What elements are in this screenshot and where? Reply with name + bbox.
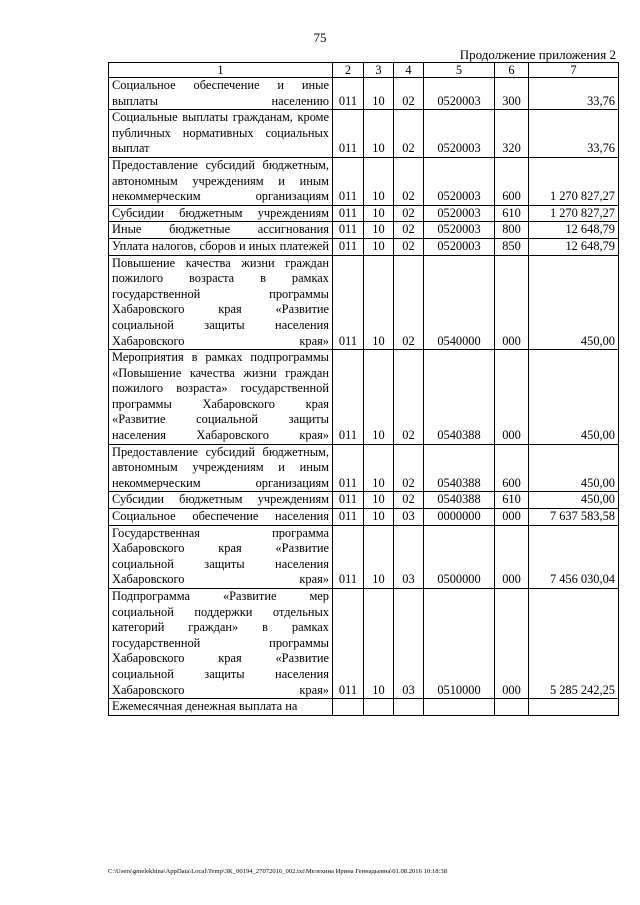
col-5-cell: 0520003: [424, 157, 495, 205]
col-6-cell: 850: [495, 238, 529, 255]
table-row: [109, 205, 619, 222]
col-4-cell: 02: [394, 205, 424, 222]
row-name: Подпрограмма «Развитие мер социальной поддержки отдельных категорий граждан» в рамках государственной программы Хабаровского края «Развитие социальной защиты населения Хабаровского края»: [109, 589, 333, 699]
col-6-cell: 800: [495, 222, 529, 239]
row-name: Ежемесячная денежная выплата на: [109, 699, 333, 716]
row-name: Социальные выплаты гражданам, кроме публичных нормативных социальных выплат: [109, 110, 333, 158]
col-5-cell: 0540000: [424, 255, 495, 350]
col-2-cell: 011: [333, 589, 364, 699]
col-2-cell: 011: [333, 78, 364, 110]
column-header: 1: [109, 63, 333, 78]
col-3-cell: 10: [364, 589, 394, 699]
col-7-amount: 5 285 242,25: [529, 589, 619, 699]
col-7-amount: 33,76: [529, 110, 619, 158]
col-6-cell: 610: [495, 205, 529, 222]
col-3-cell: 10: [364, 492, 394, 509]
column-header: 5: [424, 63, 495, 78]
column-header: 2: [333, 63, 364, 78]
col-7-amount: 12 648,79: [529, 238, 619, 255]
col-3-cell: 10: [364, 444, 394, 492]
col-6-cell: 000: [495, 525, 529, 588]
col-3-cell: 10: [364, 157, 394, 205]
row-name: Уплата налогов, сборов и иных платежей: [109, 238, 333, 255]
col-4-cell: 03: [394, 589, 424, 699]
row-name: Субсидии бюджетным учреждениям: [109, 492, 333, 509]
row-name: Социальное обеспечение и иные выплаты населению: [109, 78, 333, 110]
col-6-cell: 000: [495, 509, 529, 526]
col-2-cell: 011: [333, 205, 364, 222]
col-5-cell: 0520003: [424, 205, 495, 222]
col-4-cell: 03: [394, 509, 424, 526]
col-2-cell: 011: [333, 255, 364, 350]
row-name: Мероприятия в рамках подпрограммы «Повышение качества жизни граждан пожилого возраста» государственной программы Хабаровского края «Развитие социальной защиты населения Хабаровского края»: [109, 350, 333, 445]
col-2-cell: 011: [333, 222, 364, 239]
col-5-cell: 0520003: [424, 238, 495, 255]
col-5-cell: 0500000: [424, 525, 495, 588]
col-4-cell: 02: [394, 78, 424, 110]
col-2-cell: 011: [333, 492, 364, 509]
col-3-cell: 10: [364, 350, 394, 445]
col-7-amount: 1 270 827,27: [529, 205, 619, 222]
col-3-cell: 10: [364, 238, 394, 255]
col-2-cell: 011: [333, 509, 364, 526]
table-row: [109, 222, 619, 239]
row-name: Субсидии бюджетным учреждениям: [109, 205, 333, 222]
col-3-cell: 10: [364, 205, 394, 222]
col-2-cell: 011: [333, 238, 364, 255]
table-row: [109, 157, 619, 205]
column-header: 7: [529, 63, 619, 78]
col-4-cell: 02: [394, 110, 424, 158]
col-7-amount: 1 270 827,27: [529, 157, 619, 205]
col-2-cell: 011: [333, 157, 364, 205]
col-4-cell: 03: [394, 525, 424, 588]
col-7-amount: 7 456 030,04: [529, 525, 619, 588]
col-5-cell: [424, 699, 495, 716]
row-name: Социальное обеспечение населения: [109, 509, 333, 526]
col-5-cell: 0540388: [424, 492, 495, 509]
col-4-cell: 02: [394, 157, 424, 205]
table-row: [109, 110, 619, 158]
row-name: Иные бюджетные ассигнования: [109, 222, 333, 239]
col-6-cell: 000: [495, 589, 529, 699]
row-name: Государственная программа Хабаровского края «Развитие социальной защиты населения Хабаровского края»: [109, 525, 333, 588]
table-row: [109, 492, 619, 509]
col-4-cell: 02: [394, 492, 424, 509]
col-7-amount: 450,00: [529, 255, 619, 350]
table-row: [109, 78, 619, 110]
col-7-amount: [529, 699, 619, 716]
col-6-cell: 000: [495, 350, 529, 445]
row-name: Предоставление субсидий бюджетным, автономным учреждениям и иным некоммерческим организациям: [109, 444, 333, 492]
table-row: [109, 444, 619, 492]
table-row: [109, 589, 619, 699]
col-6-cell: 610: [495, 492, 529, 509]
col-3-cell: [364, 699, 394, 716]
col-2-cell: 011: [333, 525, 364, 588]
table-row: [109, 509, 619, 526]
table-row: [109, 238, 619, 255]
column-header: 6: [495, 63, 529, 78]
col-7-amount: 12 648,79: [529, 222, 619, 239]
col-5-cell: 0510000: [424, 589, 495, 699]
col-5-cell: 0540388: [424, 350, 495, 445]
budget-table: [108, 62, 619, 716]
col-5-cell: 0540388: [424, 444, 495, 492]
col-5-cell: 0520003: [424, 222, 495, 239]
col-5-cell: 0520003: [424, 78, 495, 110]
col-6-cell: [495, 699, 529, 716]
col-3-cell: 10: [364, 110, 394, 158]
col-7-amount: 33,76: [529, 78, 619, 110]
footer-file-path: C:\Users\gmelekhina\AppData\Local\Temp\3K_00194_27072016_002.txt\Мелехина Ирина Геннадьевна\01.08.2016 10:18:38: [108, 868, 447, 875]
table-row: [109, 699, 619, 716]
col-2-cell: 011: [333, 444, 364, 492]
col-4-cell: 02: [394, 238, 424, 255]
col-6-cell: 600: [495, 157, 529, 205]
col-2-cell: 011: [333, 350, 364, 445]
col-6-cell: 320: [495, 110, 529, 158]
col-6-cell: 300: [495, 78, 529, 110]
header-row: [109, 63, 619, 78]
table-row: [109, 525, 619, 588]
col-7-amount: 7 637 583,58: [529, 509, 619, 526]
column-header: 3: [364, 63, 394, 78]
row-name: Предоставление субсидий бюджетным, автономным учреждениям и иным некоммерческим организациям: [109, 157, 333, 205]
col-4-cell: 02: [394, 350, 424, 445]
col-3-cell: 10: [364, 222, 394, 239]
col-2-cell: 011: [333, 110, 364, 158]
col-5-cell: 0000000: [424, 509, 495, 526]
continuation-title: Продолжение приложения 2: [459, 47, 616, 62]
page-number: 75: [313, 30, 327, 45]
col-7-amount: 450,00: [529, 492, 619, 509]
col-4-cell: 02: [394, 444, 424, 492]
col-6-cell: 600: [495, 444, 529, 492]
col-6-cell: 000: [495, 255, 529, 350]
column-header: 4: [394, 63, 424, 78]
col-3-cell: 10: [364, 509, 394, 526]
col-4-cell: [394, 699, 424, 716]
col-7-amount: 450,00: [529, 444, 619, 492]
col-3-cell: 10: [364, 78, 394, 110]
col-5-cell: 0520003: [424, 110, 495, 158]
col-2-cell: [333, 699, 364, 716]
col-4-cell: 02: [394, 255, 424, 350]
col-3-cell: 10: [364, 255, 394, 350]
table-row: [109, 255, 619, 350]
col-4-cell: 02: [394, 222, 424, 239]
col-3-cell: 10: [364, 525, 394, 588]
row-name: Повышение качества жизни граждан пожилого возраста в рамках государственной программы Хабаровского края «Развитие социальной защиты населения Хабаровского края»: [109, 255, 333, 350]
table-row: [109, 350, 619, 445]
col-7-amount: 450,00: [529, 350, 619, 445]
